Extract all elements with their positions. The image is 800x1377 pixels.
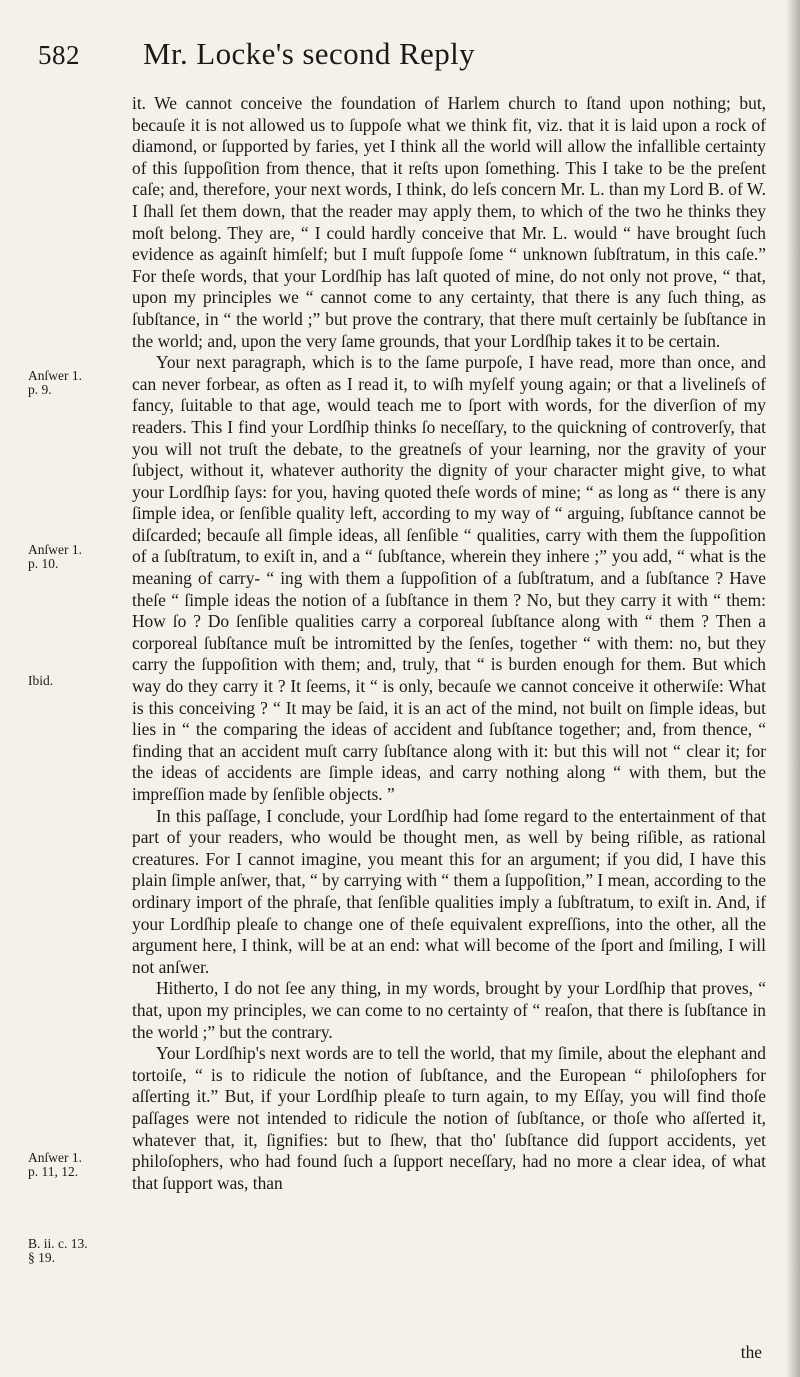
page-edge-shadow xyxy=(786,0,800,1377)
margin-note-line: Anſwer 1. xyxy=(28,368,82,383)
paragraph: Your Lordſhip's next words are to tell the world, that my ſimile, about the elephant and tortoiſe, “ is to ridicule the notion of ſubſtance, and the European “ philoſophers for aſſerting it.” But, if your Lordſhip pleaſe to turn again, to my Eſſay, you will find thoſe paſſages were not intended to ridicule the notion of ſubſtance, or thoſe who aſſerted it, whatever that, it, ſignifies: but to ſhew, that tho' ſubſtance did ſupport accidents, yet philoſophers, who had found ſuch a ſupport neceſſary, had no more a clear idea, of what that ſupport was, than xyxy=(132,1043,766,1193)
running-head: Mr. Locke's second Reply xyxy=(143,36,476,71)
margin-note xyxy=(28,369,82,397)
paragraph: In this paſſage, I conclude, your Lordſhip had ſome regard to the entertainment of that part of your readers, who would be thought men, as well by being riſible, as rational creatures. For I cannot imagine, you meant this for an argument; if you did, I have this plain ſimple anſwer, that, “ by carrying with “ them a ſuppoſition,” I mean, according to the ordinary import of the phraſe, that ſenſible qualities imply a ſubſtratum, to exiſt in. And, if your Lordſhip pleaſe to change one of theſe equivalent expreſſions, into the other, all the argument here, I think, will be at an end: what will become of the ſport and ſmiling, I will not anſwer. xyxy=(132,805,766,977)
catchword: the xyxy=(740,1342,762,1362)
margin-note xyxy=(28,1151,82,1179)
margin-note-line: B. ii. c. 13. xyxy=(28,1236,88,1251)
margin-note-line: p. 9. xyxy=(28,382,52,397)
margin-note-line: Ibid. xyxy=(28,673,54,688)
margin-note-line: p. 10. xyxy=(28,556,59,571)
paragraph: Your next paragraph, which is to the ſame purpoſe, I have read, more than once, and can never forbear, as often as I read it, to wiſh myſelf young again; or that a livelineſs of fancy, ſuitable to that age, would teach me to ſport with words, for the diverſion of my readers. This I find your Lordſhip thinks ſo neceſſary, to the quickning of controverſy, that you will not truſt the debate, to the greatneſs of your learning, nor the gravity of your ſubject, without it, whatever authority the dignity of your character might give, to what your Lordſhip ſays: for you, having quoted theſe words of mine; “ as long as “ there is any ſimple idea, or ſenſible quality left, according to my way of “ arguing, ſubſtance cannot be diſcarded; becauſe all ſimple ideas, all ſenſible “ qualities, carry with them the ſuppoſition of a ſubſtratum, to exiſt in, and a “ ſubſtance, wherein they inhere ;” you add, “ what is the meaning of carry- “ ing with them a ſuppoſition of a ſubſtratum, and a ſubſtance ? Have theſe “ ſimple ideas the notion of a ſubſtance in them ? No, but they carry it with “ them: How ſo ? Do ſenſible qualities carry a corporeal ſubſtance along with “ them ? Then a corporeal ſubſtance muſt be intromitted by the ſenſes, together “ with them: no, but they carry the ſuppoſition with them; and, truly, that “ is burden enough for them. But which way do they carry it ? It ſeems, it “ is only, becauſe we cannot conceive it otherwiſe: What is this conceiving ? “ It may be ſaid, it is an act of the mind, not built on ſimple ideas, but lies in “ the comparing the ideas of accident and ſubſtance together; and, from thence, “ finding that an accident muſt carry ſubſtance along with it: but this will not “ clear it; for the ideas of accidents are ſimple ideas, and carry nothing along “ with them, but the impreſſion made by ſenſible objects. ” xyxy=(132,352,766,804)
margin-note xyxy=(28,1237,88,1265)
margin-note-line: p. 11, 12. xyxy=(28,1164,79,1179)
margin-note-line: Anſwer 1. xyxy=(28,542,82,557)
body-text xyxy=(132,93,766,1194)
margin-note-line: § 19. xyxy=(28,1250,55,1265)
margin-note xyxy=(28,674,53,688)
paragraph: Hitherto, I do not ſee any thing, in my words, brought by your Lordſhip that proves, “ that, upon my principles, we can come to no certainty of “ reaſon, that there is ſubſtance in the world ;” but the contrary. xyxy=(132,978,766,1042)
margin-note-line: Anſwer 1. xyxy=(28,1150,82,1165)
paragraph: it. We cannot conceive the foundation of Harlem church to ſtand upon nothing; but, becauſe it is not allowed us to ſuppoſe what we think fit, viz. that it is laid upon a rock of diamond, or ſupported by faries, yet I think all the world will allow the infallible certainty of this ſuppoſition from thence, that it reſts upon ſomething. This I take to be the preſent caſe; and, therefore, your next words, I think, do leſs concern Mr. L. than my Lord B. of W. I ſhall ſet them down, that the reader may apply them, to which of the two he thinks they moſt belong. They are, “ I could hardly conceive that Mr. L. would “ have brought ſuch evidence as againſt himſelf; but I muſt ſuppoſe ſome “ unknown ſubſtratum, in this caſe.” For theſe words, that your Lordſhip has laſt quoted of mine, do not only not prove, “ that, upon my principles we “ cannot come to any certainty, that there is any ſuch thing, as ſubſtance, in “ the world ;” but prove the contrary, that there muſt certainly be ſubſtance in the world; and, upon the very ſame grounds, that your Lordſhip takes it to be certain. xyxy=(132,93,766,351)
page-header xyxy=(38,32,730,82)
margin-note xyxy=(28,543,82,571)
page-number: 582 xyxy=(38,40,80,70)
